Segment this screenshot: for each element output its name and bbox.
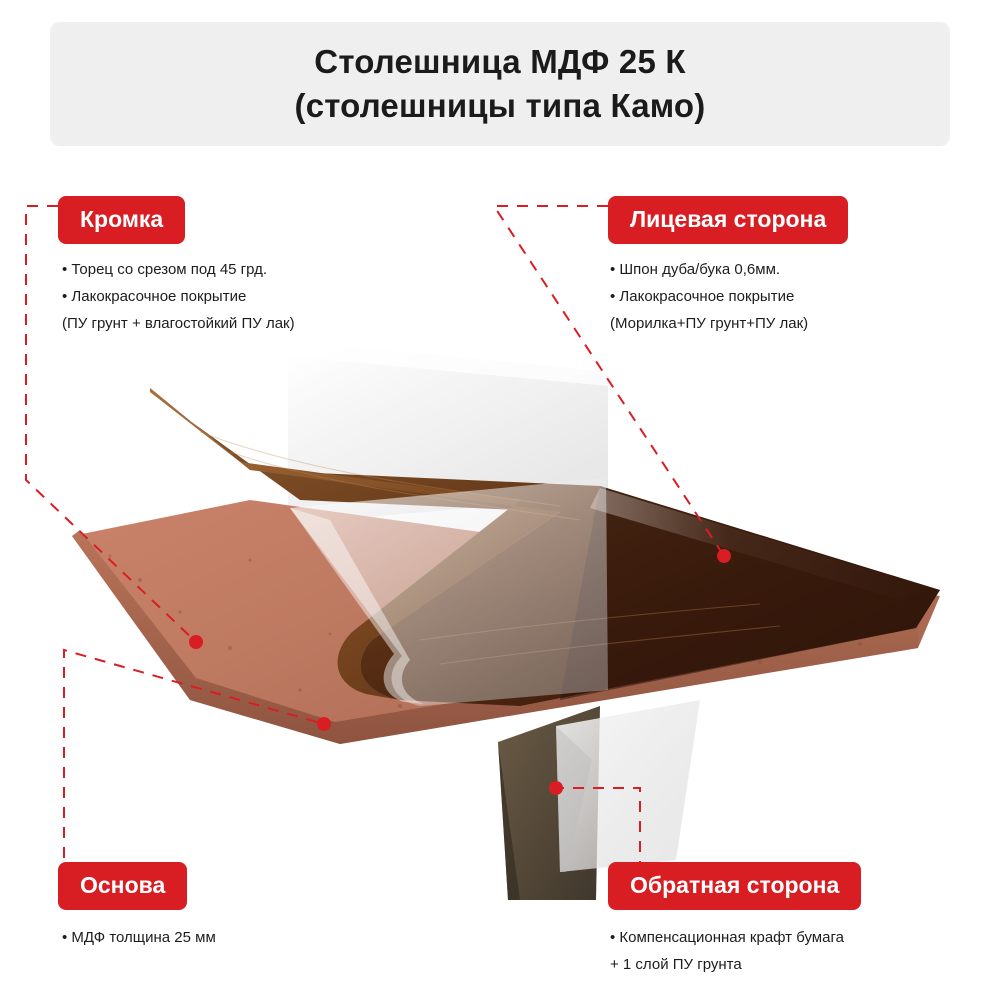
callout-bullets-edge [62, 258, 295, 339]
callout-bullets-face [610, 258, 808, 339]
callout-bullets-base [62, 926, 216, 953]
bullet-item: • Торец со срезом под 45 грд. [62, 261, 268, 278]
bullet-item: + 1 слой ПУ грунта [610, 956, 742, 973]
bullet-item: • МДФ толщина 25 мм [62, 929, 216, 946]
bullet-item: • Лакокрасочное покрытие [610, 288, 795, 305]
bullet-item: • Лакокрасочное покрытие [62, 288, 247, 305]
page-title-line-1: Столешница МДФ 25 К [314, 43, 686, 80]
callout-dot-back [549, 781, 563, 795]
page-title-line-2: (столешницы типа Камо) [294, 87, 706, 124]
callout-label-edge: Кромка [58, 196, 185, 244]
callout-dot-base [317, 717, 331, 731]
bullet-item: • Компенсационная крафт бумага [610, 929, 844, 946]
leader-line-base [58, 650, 324, 872]
bullet-item: (ПУ грунт + влагостойкий ПУ лак) [62, 315, 295, 332]
bullet-item: (Морилка+ПУ грунт+ПУ лак) [610, 315, 809, 332]
callout-label-base: Основа [58, 862, 187, 910]
callout-bullets-back [610, 926, 844, 980]
callout-label-face: Лицевая сторона [608, 196, 848, 244]
callout-dot-edge [189, 635, 203, 649]
leader-line-back [556, 788, 640, 872]
callout-label-back: Обратная сторона [608, 862, 861, 910]
bullet-item: • Шпон дуба/бука 0,6мм. [610, 261, 781, 278]
callout-dot-face [717, 549, 731, 563]
